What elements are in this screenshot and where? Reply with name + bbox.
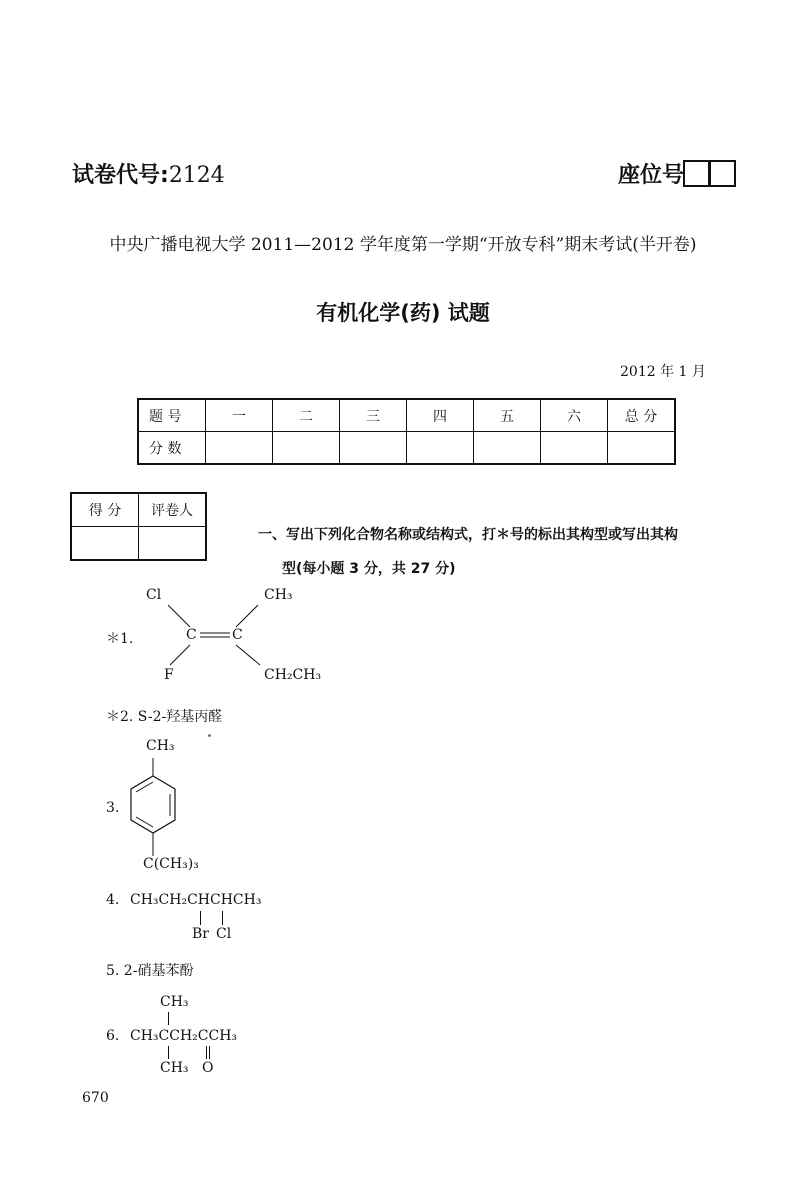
seat-box-2[interactable] — [709, 160, 736, 187]
score-cell[interactable] — [608, 432, 676, 465]
score-col-total: 总 分 — [608, 399, 676, 432]
score-table-header-row — [138, 399, 675, 432]
section-1-line-1: 一、写出下列化合物名称或结构式，打＊号的标出其构型或写出其构 — [258, 527, 678, 543]
q6-formula: CH₃CCH₂CCH₃ — [130, 1028, 238, 1044]
score-cell[interactable] — [474, 432, 541, 465]
score-cell[interactable] — [273, 432, 340, 465]
q6-carbonyl-bond-1 — [206, 1046, 207, 1059]
score-col-5: 五 — [474, 399, 541, 432]
grader-score-label: 得 分 — [71, 493, 139, 527]
q1-label: ＊1. — [106, 631, 134, 647]
seat-number — [618, 158, 736, 189]
q6-carbonyl-bond-2 — [209, 1046, 210, 1059]
q4-bond-cl — [222, 911, 223, 925]
q6-bond-top — [168, 1012, 169, 1025]
q5-label: 5. 2-硝基苯酚 — [106, 963, 194, 979]
q4-br: Br — [192, 926, 209, 942]
exam-code — [72, 158, 225, 189]
q6-bottom-o: O — [202, 1060, 214, 1076]
section-1-heading — [258, 518, 758, 586]
q1-atom-ch2ch3: CH₂CH₃ — [264, 667, 322, 683]
q6-top-ch3: CH₃ — [160, 994, 189, 1010]
q3-benzene-ring — [120, 756, 190, 860]
q3-top-group: CH₃ — [146, 738, 175, 754]
page-number: 670 — [82, 1090, 109, 1106]
exam-date: 2012 年 1 月 — [620, 364, 706, 380]
bond-ethyl — [236, 645, 260, 665]
bond-cl — [168, 605, 190, 627]
score-table — [137, 398, 676, 465]
score-cell[interactable] — [407, 432, 474, 465]
grader-score-cell[interactable] — [71, 527, 139, 561]
q4-formula: CH₃CH₂CHCHCH₃ — [130, 892, 262, 908]
score-col-2: 二 — [273, 399, 340, 432]
q6-label: 6. — [106, 1028, 120, 1044]
bond-f — [170, 645, 190, 665]
q1-atom-cl: Cl — [146, 587, 162, 603]
score-cell[interactable] — [206, 432, 273, 465]
q1-atom-c-right: C — [232, 627, 243, 643]
q4-cl: Cl — [216, 926, 232, 942]
score-cell[interactable] — [340, 432, 407, 465]
grader-name-cell[interactable] — [139, 527, 207, 561]
q6-bond-bottom — [168, 1046, 169, 1059]
score-col-6: 六 — [541, 399, 608, 432]
exam-title: 有机化学(药) 试题 — [316, 301, 490, 325]
section-1-line-2: 型(每小题 3 分，共 27 分) — [282, 561, 456, 577]
score-col-1: 一 — [206, 399, 273, 432]
score-col-3: 三 — [340, 399, 407, 432]
q3-label: 3. — [106, 800, 120, 816]
exam-code-value: 2124 — [168, 163, 225, 188]
q1-atom-f: F — [164, 667, 174, 683]
seat-number-label: 座位号 — [618, 163, 685, 188]
q2-label: ＊2. S-2-羟基丙醛 — [106, 709, 223, 725]
q6-bottom-ch3: CH₃ — [160, 1060, 189, 1076]
score-cell[interactable] — [541, 432, 608, 465]
grader-name-label: 评卷人 — [139, 493, 207, 527]
exam-code-label: 试卷代号: — [72, 163, 169, 188]
score-table-value-row — [138, 432, 675, 465]
university-line: 中央广播电视大学 2011—2012 学年度第一学期“开放专科”期末考试(半开卷) — [109, 235, 697, 255]
q4-bond-br — [200, 911, 201, 925]
scan-speck — [208, 734, 211, 737]
q1-atom-c-left: C — [186, 627, 197, 643]
q1-atom-ch3: CH₃ — [264, 587, 293, 603]
q3-bottom-group: C(CH₃)₃ — [143, 856, 199, 872]
score-row-label: 题 号 — [138, 399, 206, 432]
score-value-label: 分 数 — [138, 432, 206, 465]
grader-table — [70, 492, 207, 561]
seat-box-1[interactable] — [683, 160, 710, 187]
q4-label: 4. — [106, 892, 120, 908]
score-col-4: 四 — [407, 399, 474, 432]
bond-ch3 — [236, 605, 258, 627]
